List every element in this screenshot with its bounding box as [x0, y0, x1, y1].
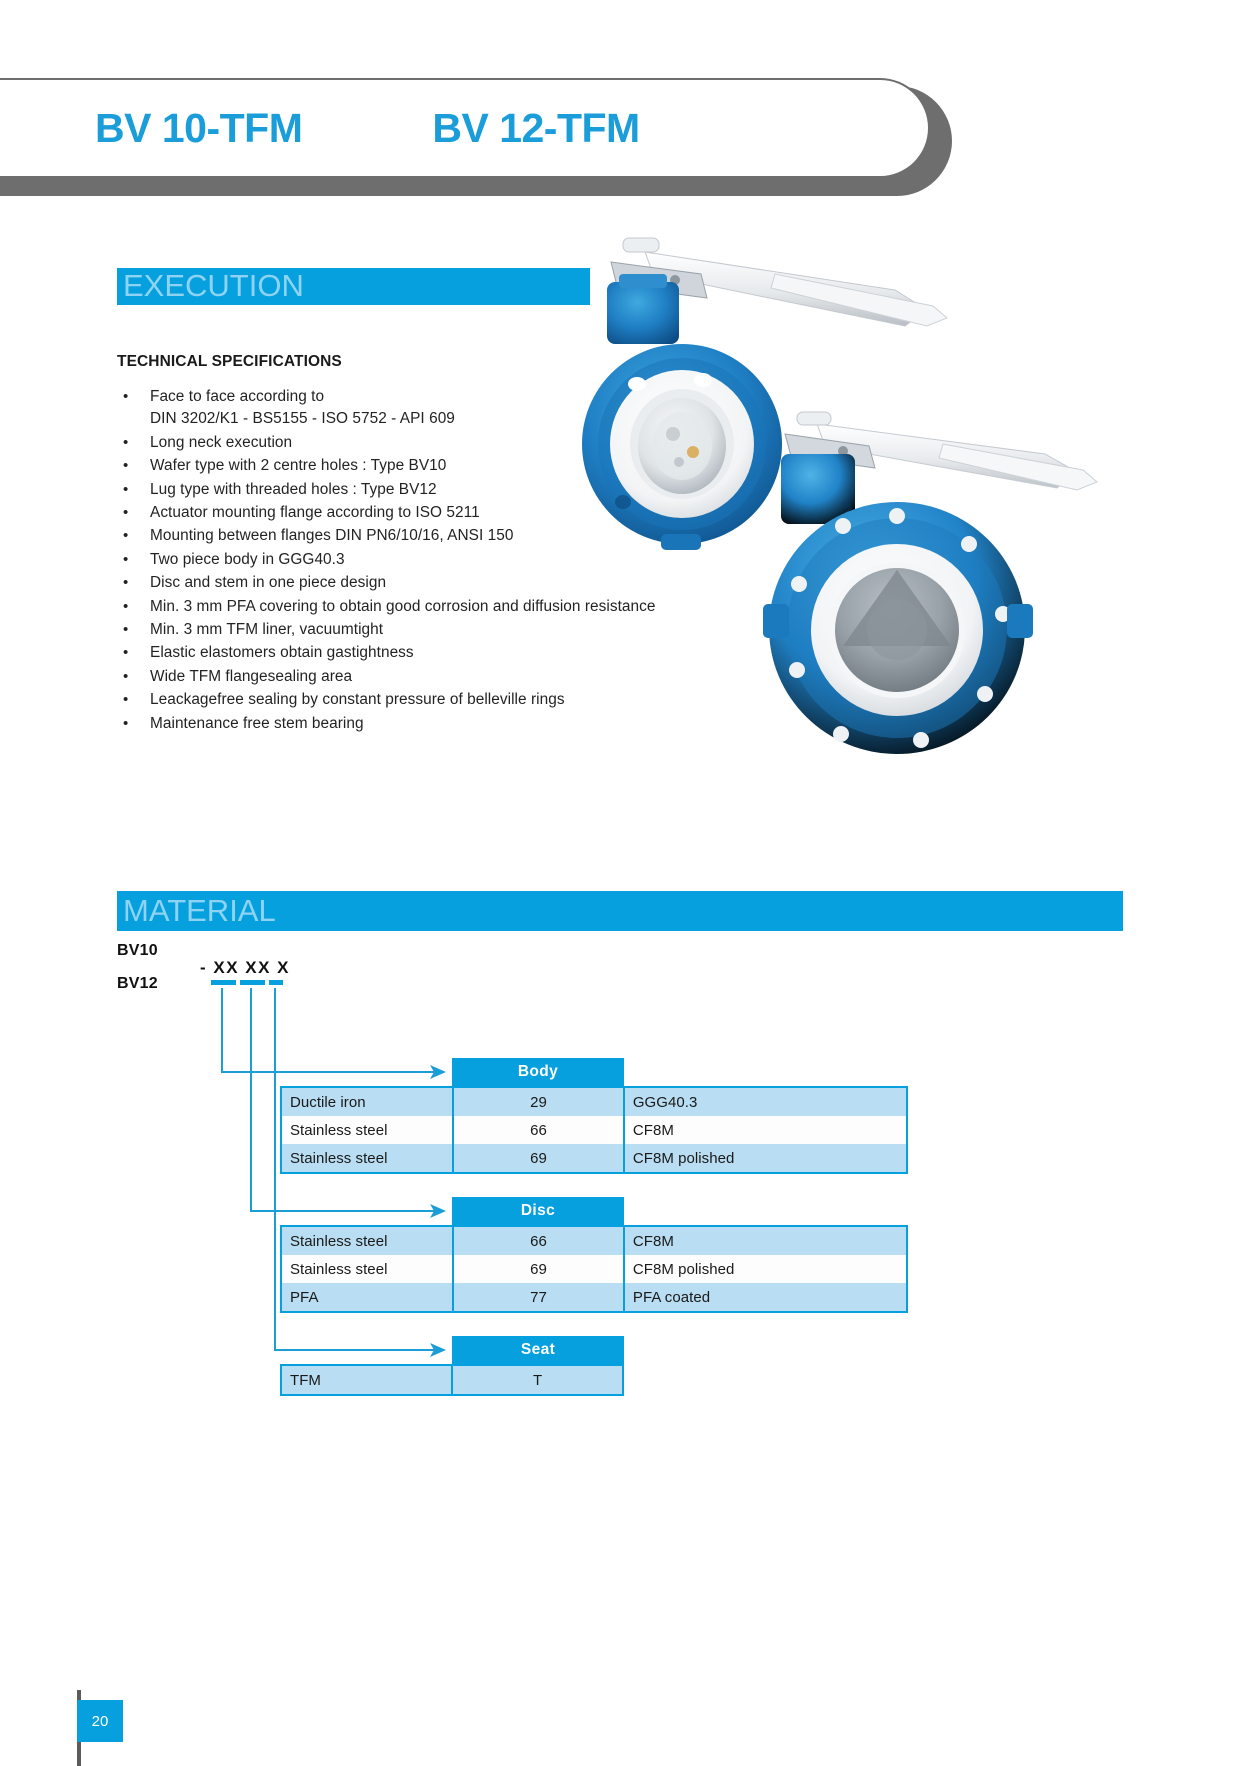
material-table-seat-header: Seat: [452, 1336, 624, 1364]
spec-text: Face to face according to: [150, 388, 325, 405]
list-item: [117, 596, 737, 618]
cell-material: PFA: [282, 1283, 453, 1311]
cell-code: 77: [453, 1283, 624, 1311]
cell-material: Stainless steel: [282, 1144, 453, 1172]
spec-text: Long neck execution: [150, 433, 293, 451]
cell-grade: CF8M: [624, 1116, 906, 1144]
technical-specifications-title: TECHNICAL SPECIFICATIONS: [117, 353, 342, 370]
model-label-bv12: BV12: [117, 975, 158, 992]
bullet-icon: •: [123, 621, 129, 639]
spec-text: Wide TFM flangesealing area: [150, 667, 353, 685]
cell-material: Stainless steel: [282, 1116, 453, 1144]
spec-text: Wafer type with 2 centre holes : Type BV10: [150, 457, 447, 475]
material-table-body-rows: [280, 1086, 908, 1174]
table-row: [282, 1255, 906, 1283]
bullet-icon: •: [123, 644, 129, 662]
table-row: [282, 1366, 622, 1394]
page-number-badge: 20: [77, 1700, 123, 1742]
bullet-icon: •: [123, 527, 129, 545]
spec-text: Actuator mounting flange according to ISO 5211: [150, 504, 480, 522]
spec-text: Lug type with threaded holes : Type BV12: [150, 480, 437, 498]
table-row: [282, 1116, 906, 1144]
list-item: [117, 619, 737, 641]
cell-code: 29: [453, 1088, 624, 1116]
spec-text: Maintenance free stem bearing: [150, 714, 364, 732]
material-table-body-header: Body: [452, 1058, 624, 1086]
valve-body: [763, 502, 1033, 754]
cell-grade: CF8M polished: [624, 1255, 906, 1283]
section-heading-execution-label: EXECUTION: [123, 268, 304, 303]
section-heading-material-label: MATERIAL: [123, 892, 276, 928]
list-item: [117, 689, 737, 711]
bullet-icon: •: [123, 667, 129, 685]
section-heading-material: [117, 891, 1123, 931]
cell-code: T: [452, 1366, 622, 1394]
material-table-seat-rows: [280, 1364, 624, 1396]
cell-code: 66: [453, 1116, 624, 1144]
bullet-icon: •: [123, 388, 129, 405]
list-item: [117, 666, 737, 688]
bullet-icon: •: [123, 433, 129, 451]
spec-text: Leackagefree sealing by constant pressure of belleville rings: [150, 691, 565, 709]
page-header-banner: [0, 78, 952, 196]
table-row: [282, 1283, 906, 1311]
product-title-bv12: BV 12-TFM: [432, 104, 640, 151]
code-underline-body: [211, 980, 236, 985]
bullet-icon: •: [123, 480, 129, 498]
bullet-icon: •: [123, 550, 129, 568]
cell-grade: CF8M: [624, 1227, 906, 1255]
cell-grade: PFA coated: [624, 1283, 906, 1311]
spec-text: Disc and stem in one piece design: [150, 574, 387, 592]
spec-text: Min. 3 mm PFA covering to obtain good corrosion and diffusion resistance: [150, 597, 656, 615]
code-underline-seat: [269, 980, 283, 985]
cell-code: 66: [453, 1227, 624, 1255]
cell-grade: GGG40.3: [624, 1088, 906, 1116]
spec-text: Two piece body in GGG40.3: [150, 550, 345, 568]
spec-text: Mounting between flanges DIN PN6/10/16, ANSI 150: [150, 527, 514, 545]
cell-material: Stainless steel: [282, 1227, 453, 1255]
bullet-icon: •: [123, 714, 129, 732]
spec-text: Min. 3 mm TFM liner, vacuumtight: [150, 621, 384, 639]
cell-material: Stainless steel: [282, 1255, 453, 1283]
model-label-bv10: BV10: [117, 942, 158, 959]
bullet-icon: •: [123, 504, 129, 522]
cell-code: 69: [453, 1144, 624, 1172]
cell-grade: CF8M polished: [624, 1144, 906, 1172]
bullet-icon: •: [123, 691, 129, 709]
section-heading-execution: [117, 268, 590, 305]
spec-text-line2: DIN 3202/K1 - BS5155 - ISO 5752 - API 609: [150, 410, 455, 428]
cell-material: Ductile iron: [282, 1088, 453, 1116]
spec-text: Elastic elastomers obtain gastightness: [150, 644, 414, 662]
cell-code: 69: [453, 1255, 624, 1283]
list-item: [117, 713, 737, 735]
connector-body: [222, 988, 444, 1072]
list-item: [117, 549, 737, 571]
table-row: [282, 1088, 906, 1116]
bullet-icon: •: [123, 597, 129, 615]
table-row: [282, 1144, 906, 1172]
list-item: [117, 572, 737, 594]
bullet-icon: •: [123, 574, 129, 592]
material-code-pattern: - XX XX X: [200, 958, 291, 977]
bullet-icon: •: [123, 457, 129, 475]
material-table-disc-header: Disc: [452, 1197, 624, 1225]
valve-photo-bv12: [745, 398, 1145, 758]
list-item: [117, 642, 737, 664]
valve-neck: [607, 274, 679, 344]
table-row: [282, 1227, 906, 1255]
material-table-disc-rows: [280, 1225, 908, 1313]
product-title-bv10: BV 10-TFM: [95, 104, 303, 151]
header-title-group: [0, 78, 930, 178]
cell-material: TFM: [282, 1366, 452, 1394]
code-underline-disc: [240, 980, 265, 985]
